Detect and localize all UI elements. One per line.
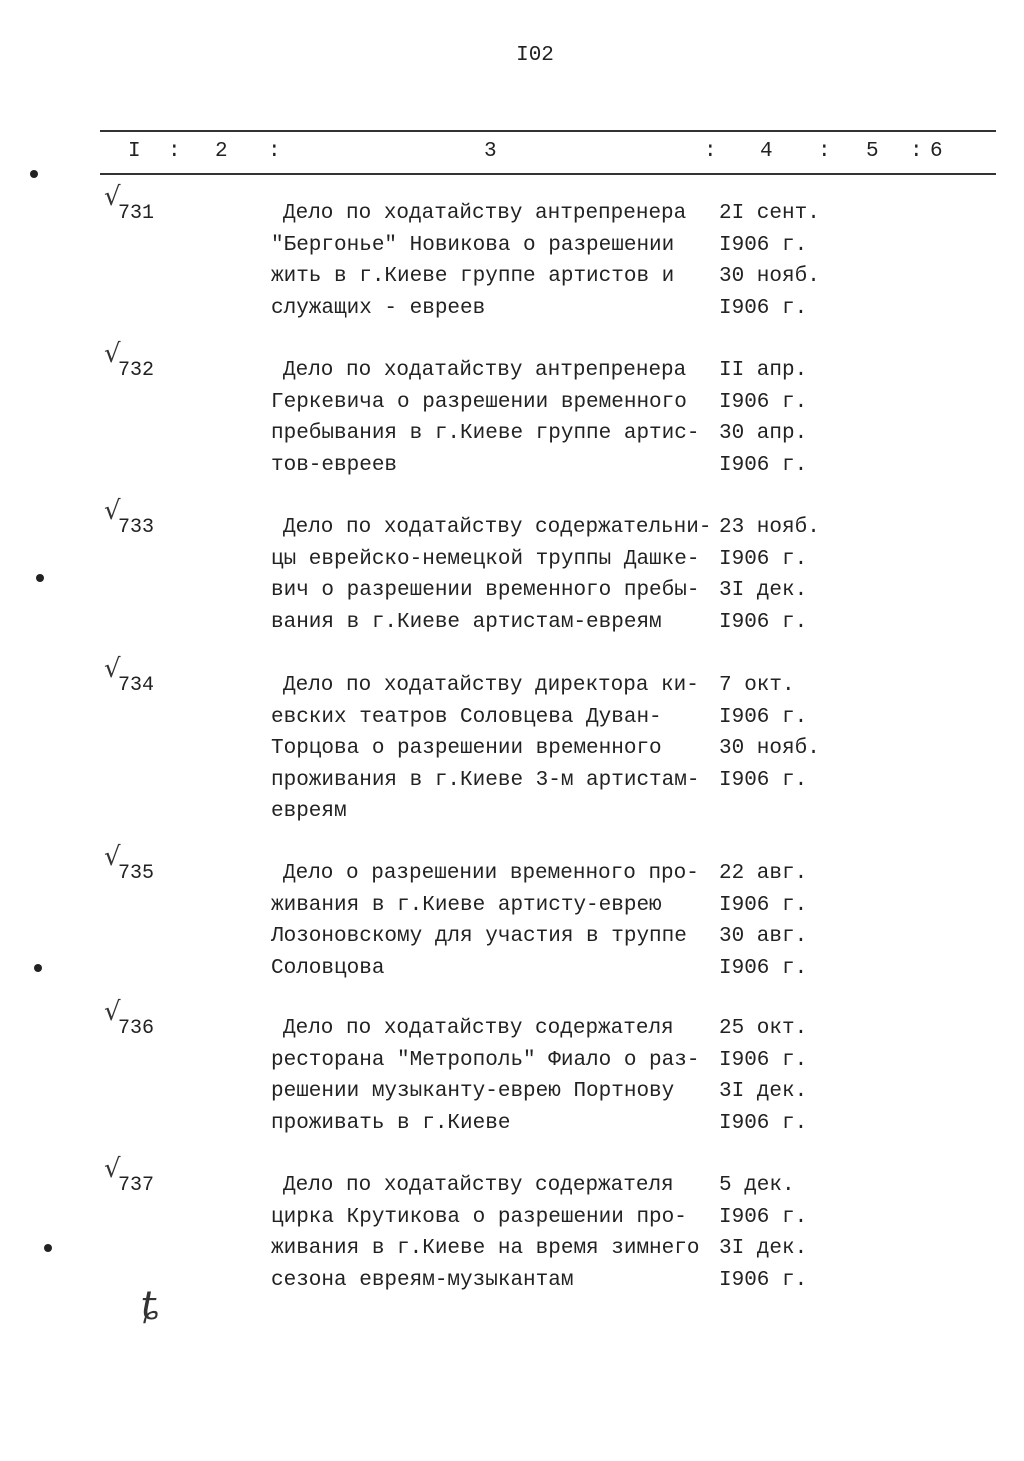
entry-description-line: проживания в г.Киеве 3-м артистам- [271,768,700,792]
column-separator: : [268,140,281,163]
entry-description-line: Дело по ходатайству директора ки- [283,674,699,697]
entry-description-line: Торцова о разрешении временного [271,737,662,760]
entry-description-line: цы еврейско-немецкой труппы Дашке- [271,547,700,571]
column-separator: : [910,140,923,163]
end-date: I906 г. [719,768,808,792]
checkmark-icon: √ [104,842,121,872]
start-date: 25 окт. [719,1017,808,1040]
end-date: 3I дек. [719,1080,808,1103]
entry-description-line: Дело о разрешении временного про- [283,862,699,885]
entry-description-line: Дело по ходатайству антрепренера [283,359,687,382]
entry-description-line: цирка Крутикова о разрешении про- [271,1205,687,1229]
entry-description-line: жить в г.Киеве группе артистов и [271,265,675,288]
start-date: I906 г. [719,1048,808,1072]
end-date: 30 нояб. [719,265,820,288]
entry-description-line: сезона евреям-музыкантам [271,1268,574,1292]
column-header-label: 2 [215,140,228,163]
end-date: I906 г. [719,453,808,477]
entry-number: 737 [118,1174,155,1197]
end-date: I906 г. [719,610,808,634]
start-date: 22 авг. [719,862,808,885]
checkmark-icon: √ [104,654,121,684]
header-bottom-rule [100,173,996,175]
column-header-label: 5 [866,140,879,163]
entry-description-line: пребывания в г.Киеве группе артис- [271,422,700,445]
end-date: 30 авг. [719,925,808,948]
entry-description-line: "Бергонье" Новикова о разрешении [271,233,675,257]
entry-description-line: Дело по ходатайству антрепренера [283,202,687,225]
binder-hole-dot [30,170,38,178]
end-date: I906 г. [719,1111,808,1135]
checkmark-icon: √ [104,339,121,369]
entry-description-line: Геркевича о разрешении временного [271,390,687,414]
page-number: I02 [516,44,554,67]
entry-number: 733 [118,516,155,539]
entry-description-line: решении музыканту-еврею Портнову [271,1080,675,1103]
start-date: II апр. [719,359,808,382]
entry-description-line: служащих - евреев [271,296,486,320]
start-date: 5 дек. [719,1174,795,1197]
entry-description-line: евских театров Соловцева Дуван- [271,705,662,729]
header-top-rule [100,130,996,132]
end-date: 30 нояб. [719,737,820,760]
entry-description-line: ресторана "Метрополь" Фиало о раз- [271,1048,700,1072]
end-date: 3I дек. [719,1237,808,1260]
entry-number: 736 [118,1017,155,1040]
entry-description-line: Лозоновскому для участия в труппе [271,925,687,948]
end-date: 3I дек. [719,579,808,602]
entry-description-line: Дело по ходатайству содержателя [283,1174,674,1197]
entry-description-line: живания в г.Киеве артисту-еврею [271,893,662,917]
entry-number: 732 [118,359,155,382]
entry-description-line: евреям [271,800,347,823]
entry-description-line: живания в г.Киеве на время зимнего [271,1237,700,1260]
end-date: 30 апр. [719,422,808,445]
start-date: 7 окт. [719,674,795,697]
start-date: I906 г. [719,233,808,257]
checkmark-icon: √ [104,496,121,526]
start-date: I906 г. [719,547,808,571]
entry-description-line: Дело по ходатайству содержательни- [283,516,712,539]
entry-description-line: Дело по ходатайству содержателя [283,1017,674,1040]
end-date: I906 г. [719,296,808,320]
binder-hole-dot [44,1244,52,1252]
start-date: 23 нояб. [719,516,820,539]
entry-description-line: тов-евреев [271,453,398,477]
entry-description-line: Соловцова [271,956,385,980]
checkmark-icon: √ [104,182,121,212]
entry-description-line: проживать в г.Киеве [271,1111,511,1135]
entry-description-line: вания в г.Киеве артистам-евреям [271,610,662,634]
binder-hole-dot [34,964,42,972]
entry-description-line: вич о разрешении временного пребы- [271,579,700,602]
column-separator: : [818,140,831,163]
start-date: 2I сент. [719,202,820,225]
start-date: I906 г. [719,390,808,414]
checkmark-icon: √ [104,1154,121,1184]
column-header-label: 3 [484,140,497,163]
binder-hole-dot [36,574,44,582]
column-separator: : [704,140,717,163]
end-date: I906 г. [719,956,808,980]
column-header-label: 4 [760,140,773,163]
column-header-label: 6 [930,140,943,163]
start-date: I906 г. [719,705,808,729]
start-date: I906 г. [719,893,808,917]
column-header-label: I [128,140,141,163]
checkmark-icon: √ [104,997,121,1027]
entry-number: 734 [118,674,155,697]
start-date: I906 г. [719,1205,808,1229]
handwritten-mark: ȶ [140,1283,160,1329]
entry-number: 731 [118,202,155,225]
entry-number: 735 [118,862,155,885]
end-date: I906 г. [719,1268,808,1292]
column-separator: : [168,140,181,163]
